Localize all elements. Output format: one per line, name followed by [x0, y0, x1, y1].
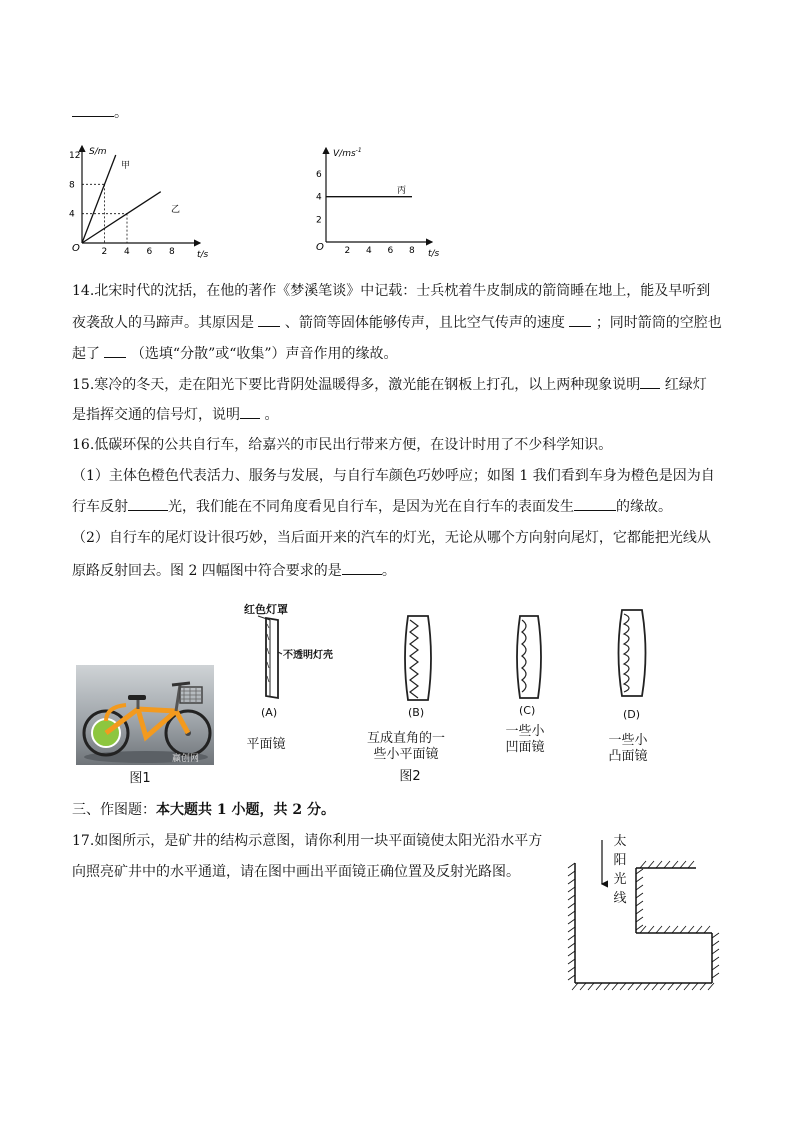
option-c-label: (C) [519, 704, 536, 717]
y-axis-label: S/m [89, 147, 107, 157]
label-red-cover: 红色灯罩 [244, 603, 288, 616]
option-c-caption: 一些小 凹面镜 [505, 724, 545, 755]
x-axis-label: t/s [197, 250, 209, 260]
q16-line2: （1）主体色橙色代表活力、服务与发展，与自行车颜色巧妙呼应；如图 1 我们看到车身为橙色是因为自 [72, 468, 715, 484]
q14-line1: 14.北宋时代的沈括，在他的著作《梦溪笔谈》中记载：士兵枕着牛皮制成的箭筒睡在地上，能及早听到 [72, 283, 711, 299]
option-b-label: (B) [408, 706, 425, 719]
x-axis-label: t/s [428, 249, 440, 259]
series-label-bing: 丙 [397, 186, 407, 196]
mine-shaft-diagram [560, 828, 730, 998]
origin-label: O [316, 242, 324, 253]
x-tick-label: 6 [146, 247, 153, 257]
q15-line1: 15.寒冷的冬天，走在阳光下要比背阴处温暖得多，激光能在钢板上打孔，以上两种现象说明 红绿灯 [72, 374, 707, 395]
answer-blank [128, 496, 168, 511]
q14-line3: 起了 （选填“分散”或“收集”）声音作用的缘故。 [72, 343, 398, 364]
x-tick-label: 8 [409, 246, 415, 256]
q14-line2: 夜袭敌人的马蹄声。其原因是 、箭筒等固体能够传声，且比空气传声的速度 ；同时箭筒的空腔也 [72, 312, 722, 333]
y-tick-label: 4 [316, 192, 322, 203]
taillight-option-a [248, 612, 294, 702]
x-tick-label: 8 [169, 247, 175, 257]
y-axis-label: $V/ms^{-1}$ [333, 147, 362, 159]
section-three-heading: 三、作图题：本大题共 1 小题，共 2 分。 [72, 802, 335, 818]
answer-blank [104, 343, 126, 358]
taillight-option-b [398, 612, 438, 704]
q15-line2: 是指挥交通的信号灯，说明 。 [72, 404, 278, 425]
vt-graph [300, 142, 450, 264]
figure2-caption: 图2 [399, 769, 421, 784]
answer-blank [240, 404, 260, 419]
q16-line3: 行车反射 光，我们能在不同角度看见自行车，是因为光在自行车的表面发生 的缘故。 [72, 496, 672, 517]
sunlight-label: 太 阳 光 线 [613, 834, 627, 906]
x-tick-label: 2 [344, 246, 351, 256]
answer-blank [258, 312, 280, 327]
taillight-option-c [512, 612, 548, 702]
answer-blank [342, 560, 382, 575]
option-d-label: (D) [623, 708, 641, 721]
x-tick-label: 6 [387, 246, 394, 256]
label-opaque-shell: 不透明灯壳 [283, 650, 333, 661]
bicycle-photo [76, 665, 214, 765]
bicycle-drawing [76, 665, 214, 765]
series-line-jia [82, 155, 116, 243]
option-a-caption: 平面镜 [246, 737, 286, 752]
taillight-option-d [612, 606, 652, 700]
q16-line1: 16.低碳环保的公共自行车，给嘉兴的市民出行带来方便，在设计时用了不少科学知识。 [72, 437, 613, 453]
x-tick-label: 2 [101, 247, 108, 257]
st-graph [60, 140, 210, 265]
x-tick-label: 4 [124, 247, 130, 257]
series-label-yi: 乙 [171, 205, 181, 215]
y-tick-label: 6 [316, 170, 322, 180]
y-tick-label: 2 [316, 215, 322, 226]
y-tick-label: 12 [69, 151, 81, 161]
figure1-caption: 图1 [129, 771, 151, 786]
series-label-jia: 甲 [121, 161, 131, 171]
q16-line4: （2）自行车的尾灯设计很巧妙，当后面开来的汽车的灯光，无论从哪个方向射向尾灯，它都能把光线从 [72, 530, 711, 546]
q17-line2: 向照亮矿井中的水平通道，请在图中画出平面镜正确位置及反射光路图。 [72, 864, 520, 880]
y-tick-label: 4 [69, 209, 75, 220]
origin-label: O [72, 243, 80, 254]
answer-blank [640, 374, 660, 389]
q16-line5: 原路反射回去。图 2 四幅图中符合要求的是 。 [72, 560, 396, 581]
top-answer-fragment: 。 [72, 102, 128, 123]
answer-blank [574, 496, 616, 511]
answer-blank [569, 312, 591, 327]
answer-blank [72, 102, 114, 117]
q17-line1: 17.如图所示，是矿井的结构示意图，请你利用一块平面镜使太阳光沿水平方 [72, 833, 543, 849]
watermark: 赢创网 [172, 754, 200, 764]
y-tick-label: 8 [69, 180, 75, 191]
option-b-caption: 互成直角的一 些小平面镜 [366, 731, 445, 762]
series-line-yi [82, 192, 161, 243]
option-d-caption: 一些小 凸面镜 [608, 733, 648, 764]
option-a-label: (A) [261, 706, 278, 719]
x-tick-label: 4 [366, 246, 372, 256]
